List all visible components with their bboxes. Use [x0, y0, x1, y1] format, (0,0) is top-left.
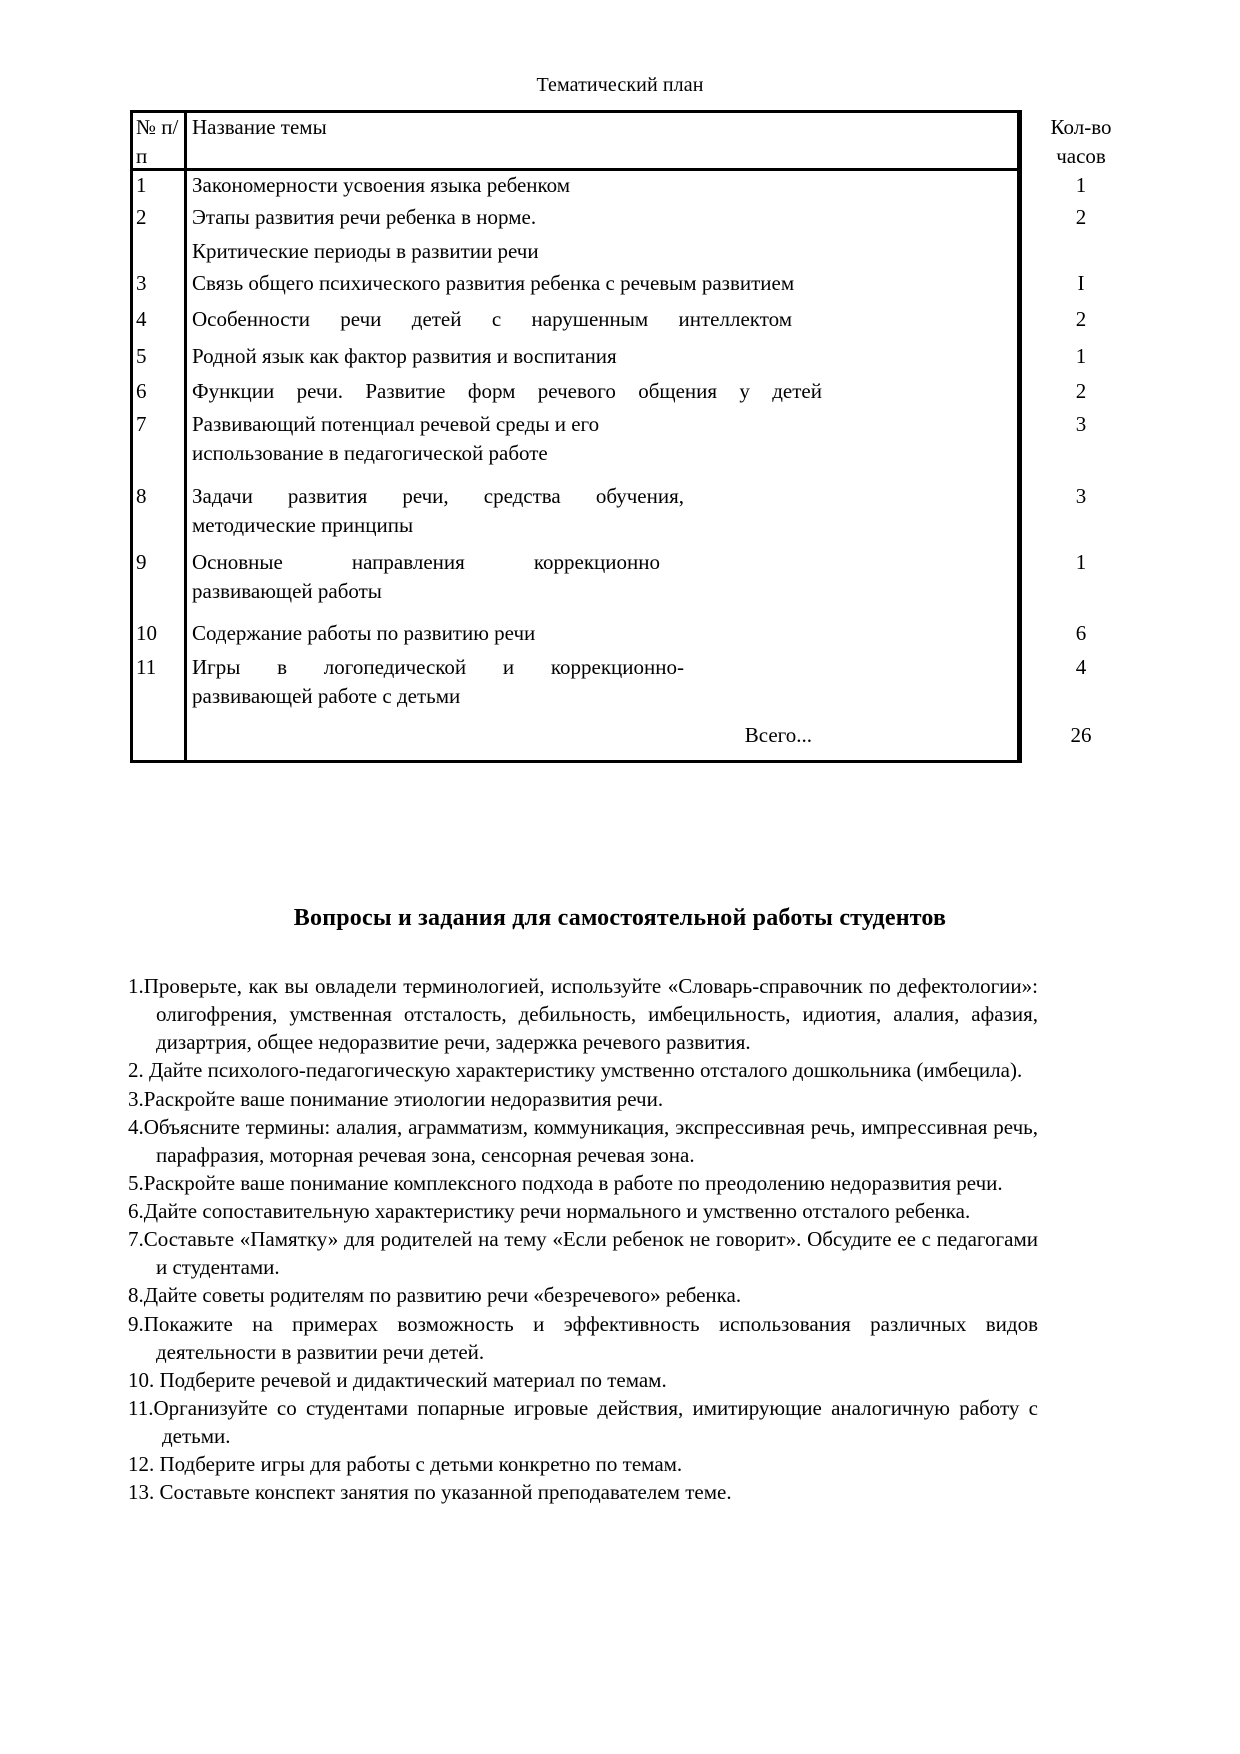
list-item-text: Организуйте со студентами попарные игровые действия, имитирующие аналогичную работу с детьми. — [153, 1395, 1038, 1448]
list-item-number: 1. — [128, 974, 144, 998]
table-row-name-line2: методические принципы — [192, 513, 414, 537]
table-row-name: Основные направления коррекционно — [192, 550, 660, 574]
table-row-hours: 2 — [1075, 379, 1087, 403]
table-row-hours: 3 — [1075, 412, 1087, 436]
table-row-hours: 1 — [1075, 344, 1087, 368]
list-item-number: 4. — [128, 1114, 144, 1139]
list-item — [128, 1450, 1038, 1478]
table-total-label: Всего... — [744, 723, 812, 747]
list-item-text: Покажите на примерах возможность и эффективность использования различных видов деятельности в развитии речи детей. — [143, 1311, 1038, 1364]
table-row-num: 6 — [136, 379, 147, 403]
page-title: Тематический план — [536, 74, 704, 96]
list-item — [128, 1113, 1038, 1169]
list-item-number: 13. — [128, 1480, 155, 1505]
section-heading: Вопросы и задания для самостоятельной работы студентов — [293, 905, 947, 931]
table-header-num-line1: № п/ — [136, 115, 179, 139]
table-row-hours: 1 — [1075, 173, 1087, 197]
list-item-number: 6. — [128, 1199, 144, 1223]
table-row-name-line2: Критические периоды в развитии речи — [192, 239, 539, 263]
list-item — [128, 1197, 1038, 1225]
table-row-num: 9 — [136, 550, 147, 574]
table-header-rule — [130, 168, 1020, 171]
list-item — [128, 1366, 1038, 1394]
list-item — [128, 1169, 1038, 1197]
list-item-text: Дайте психолого-педагогическую характеристику умственно отсталого дошкольника (имбецила). — [143, 1058, 1023, 1083]
table-row-hours: 3 — [1075, 484, 1087, 508]
list-item-number: 7. — [128, 1227, 144, 1252]
table-row-hours: 6 — [1075, 621, 1087, 645]
list-item-text: Подберите игры для работы с детьми конкретно по темам. — [154, 1452, 683, 1477]
table-row-hours: 1 — [1075, 550, 1087, 574]
table-row-name: Содержание работы по развитию речи — [192, 621, 536, 645]
table-column-divider-num — [184, 110, 187, 763]
list-item — [128, 1056, 1038, 1084]
table-row-num: 1 — [136, 173, 147, 197]
table-row-name-line2: развивающей работы — [192, 579, 382, 603]
table-row-name: Связь общего психического развития ребенка с речевым развитием — [192, 271, 795, 295]
table-row-num: 8 — [136, 484, 147, 508]
list-item-number: 10. — [128, 1367, 155, 1392]
table-row-hours: 2 — [1075, 205, 1087, 229]
table-row-hours: 2 — [1075, 307, 1087, 331]
list-item — [128, 1478, 1038, 1506]
table-row-name-line2: использование в педагогической работе — [192, 441, 548, 465]
list-item-text: Объясните термины: алалия, аграмматизм, коммуникация, экспрессивная речь, импрессивная речь, парафразия, моторная речевая зона, сенсорная речевая зона. — [143, 1114, 1038, 1167]
list-item-number: 2. — [128, 1058, 144, 1083]
table-row-hours: I — [1077, 271, 1085, 295]
table-header-name: Название темы — [192, 115, 327, 139]
table-row-name-line2: развивающей работе с детьми — [192, 684, 461, 708]
table-row-num: 5 — [136, 344, 147, 368]
table-row-name: Закономерности усвоения языка ребенком — [192, 173, 571, 197]
list-item-text: Составьте «Памятку» для родителей на тему «Если ребенок не говорит». Обсудите ее с педагогами и студентами. — [143, 1227, 1038, 1280]
table-row-name: Игры в логопедической и коррекционно- — [192, 655, 684, 679]
list-item-number: 11. — [128, 1395, 154, 1420]
table-row-name: Развивающий потенциал речевой среды и его — [192, 412, 600, 436]
list-item — [128, 972, 1038, 1056]
list-item-text: Раскройте ваше понимание комплексного подхода в работе по преодолению недоразвития речи. — [143, 1170, 1003, 1195]
table-row-name: Функции речи. Развитие форм речевого общения у детей — [192, 379, 822, 403]
list-item-number: 12. — [128, 1452, 155, 1477]
list-item-number: 3. — [128, 1086, 144, 1111]
list-item-number: 8. — [128, 1283, 144, 1308]
list-item-text: Подберите речевой и дидактический материал по темам. — [154, 1367, 667, 1392]
table-row-num: 7 — [136, 412, 147, 436]
list-item-text: Раскройте ваше понимание этиологии недоразвития речи. — [143, 1086, 664, 1111]
list-item — [128, 1310, 1038, 1366]
list-item-text: Дайте советы родителям по развитию речи «безречевого» ребенка. — [143, 1283, 742, 1308]
table-row-num: 3 — [136, 271, 147, 295]
table-row-name: Особенности речи детей с нарушенным интеллектом — [192, 307, 792, 331]
list-item-text: Дайте сопоставительную характеристику речи нормального и умственно отсталого ребенка. — [143, 1199, 971, 1223]
table-row-name: Задачи развития речи, средства обучения, — [192, 484, 684, 508]
table-row-num: 4 — [136, 307, 147, 331]
list-item — [128, 1085, 1038, 1113]
table-header-num-line2: п — [136, 144, 148, 168]
table-header-hours-line2: часов — [1056, 144, 1106, 168]
table-row-name: Этапы развития речи ребенка в норме. — [192, 205, 537, 229]
table-row-hours: 4 — [1075, 655, 1087, 679]
list-item-number: 5. — [128, 1170, 144, 1195]
list-item-text: Составьте конспект занятия по указанной преподавателем теме. — [154, 1480, 732, 1505]
list-item — [128, 1225, 1038, 1281]
list-item — [128, 1281, 1038, 1309]
table-row-num: 11 — [136, 655, 157, 679]
list-item-number: 9. — [128, 1311, 144, 1336]
table-row-num: 2 — [136, 205, 147, 229]
table-total-hours: 26 — [1070, 723, 1092, 747]
table-row-num: 10 — [136, 621, 157, 645]
table-row-name: Родной язык как фактор развития и воспитания — [192, 344, 617, 368]
list-item-text: Проверьте, как вы овладели терминологией, используйте «Словарь-справочник по дефектологии»: олигофрения, умственная отсталость, дебильность, имбецильность, идиотия, алалия, афазия, дизартрия, общее недоразвитие речи, задержка речевого развития. — [143, 974, 1038, 1055]
list-item — [128, 1394, 1038, 1450]
questions-list — [128, 972, 1038, 1506]
table-header-hours-line1: Кол-во — [1050, 115, 1112, 139]
